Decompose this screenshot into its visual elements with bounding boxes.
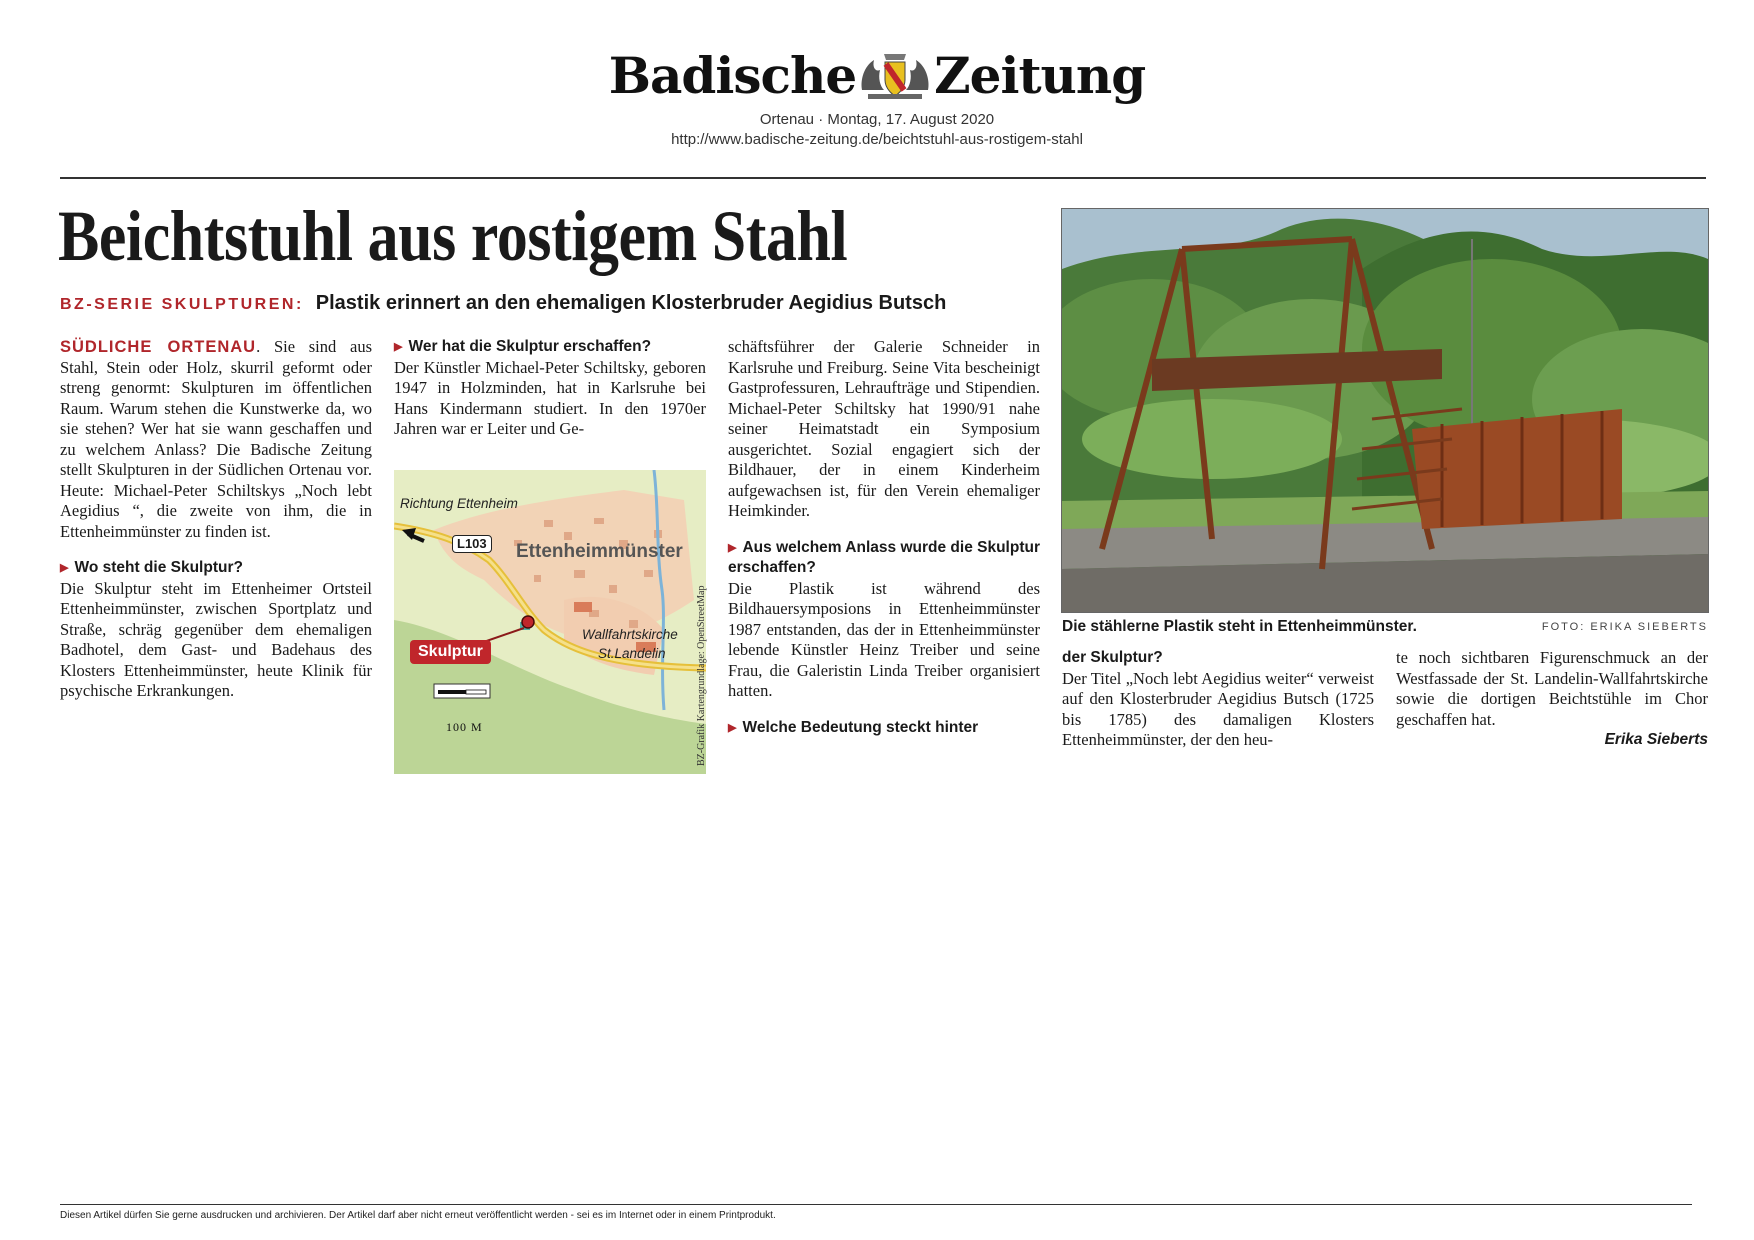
answer-4-part-1: Der Titel „Noch lebt Aegidius weiter“ verweist auf den Klosterbruder Aegidius Butsch (1725 bis 1785) des damaligen Klosters Ettenheimmünster, der den heu- bbox=[1062, 668, 1374, 749]
sculpture-photo bbox=[1061, 208, 1709, 613]
answer-3: Die Plastik ist während des Bildhauersymposions in Ettenheimmünster 1987 entstanden, das der in Ettenheimmünster lebende Künstler Heinz Treiber und seine Frau, die Galeristin Linda Treiber organisiert hatten. bbox=[728, 578, 1040, 700]
triangle-icon: ▶ bbox=[728, 541, 737, 554]
article-column-1 bbox=[60, 337, 372, 702]
article-column-2 bbox=[394, 337, 706, 440]
map-graphic bbox=[394, 470, 706, 774]
photo-credit: FOTO: ERIKA SIEBERTS bbox=[1541, 621, 1708, 633]
map-marker-label: Skulptur bbox=[410, 640, 491, 664]
newspaper-logo bbox=[608, 46, 1146, 105]
header-rule bbox=[60, 177, 1706, 179]
subheading-1-text: Wo steht die Skulptur? bbox=[74, 559, 243, 576]
article-column-3 bbox=[728, 337, 1040, 738]
article-url: http://www.badische-zeitung.de/beichtstuhl-aus-rostigem-stahl bbox=[671, 131, 1083, 148]
answer-2-part-1: Der Künstler Michael-Peter Schiltsky, geboren 1947 in Holzminden, hat in Karlsruhe bei Hans Kindermann studiert. In den 1970er Jahren war er Leiter und Ge- bbox=[394, 357, 706, 438]
subheading-4 bbox=[728, 718, 1040, 739]
footer-notice: Diesen Artikel dürfen Sie gerne ausdrucken und archivieren. Der Artikel darf aber nicht erneut veröffentlicht werden - sei es im Internet oder in einem Printprodukt. bbox=[60, 1210, 776, 1221]
subheading-3 bbox=[728, 538, 1040, 579]
intro-text: . Sie sind aus Stahl, Stein oder Holz, skurril geformt oder streng genormt: Skulpturen im öffentlichen Raum. Warum stehen die Kunstwerke da, wo sie stehen? Wer hat sie wann geschaffen und zu welchem Anlass? Die Badische Zeitung stellt Skulpturen in der Südlichen Ortenau vor. Heute: Michael-Peter Schiltskys „Noch lebt Aegidius “, die zweite von ihm, die in Ettenheimmünster zu finden ist. bbox=[60, 337, 372, 541]
edition-line: Ortenau · Montag, 17. August 2020 bbox=[759, 111, 995, 128]
footer-rule bbox=[60, 1204, 1692, 1205]
dateline: SÜDLICHE ORTENAU bbox=[60, 338, 257, 356]
answer-1: Die Skulptur steht im Ettenheimer Ortsteil Ettenheimmünster, zwischen Sportplatz und Straße, schräg gegenüber dem ehemaligen Badhotel, dem Gast- und Badehaus des Klosters Ettenheimmünster, heute Klinik für psychische Erkrankungen. bbox=[60, 578, 372, 700]
subheading-3-text: Aus welchem Anlass wurde die Skulptur erschaffen? bbox=[728, 538, 1040, 576]
location-map bbox=[394, 470, 706, 774]
triangle-icon: ▶ bbox=[394, 341, 403, 353]
article-kicker bbox=[60, 292, 946, 315]
masthead bbox=[0, 46, 1754, 150]
article-column-4 bbox=[1062, 648, 1374, 751]
map-label-church-1: Wallfahrtskirche bbox=[582, 627, 678, 642]
article-headline: Beichtstuhl aus rostigem Stahl bbox=[58, 196, 848, 276]
map-road-sign: L103 bbox=[452, 535, 492, 553]
sculpture-photo-image bbox=[1062, 209, 1708, 612]
caption-text: Die stählerne Plastik steht in Ettenheimmünster. bbox=[1062, 618, 1417, 635]
series-label: BZ-SERIE SKULPTUREN: bbox=[60, 296, 304, 313]
subheading-2 bbox=[394, 337, 706, 358]
answer-4-part-2: te noch sichtbaren Figurenschmuck an der Westfassade der St. Landelin-Wallfahrtskirche sowie die dortigen Beichtstühle im Chor geschaffen hat. bbox=[1396, 648, 1708, 729]
logo-word-left: Badische bbox=[608, 46, 857, 105]
triangle-icon: ▶ bbox=[728, 721, 737, 734]
map-label-direction: Richtung Ettenheim bbox=[400, 496, 518, 511]
map-label-town: Ettenheimmünster bbox=[516, 541, 683, 562]
triangle-icon: ▶ bbox=[60, 562, 69, 574]
photo-caption bbox=[1062, 618, 1708, 636]
article-column-5 bbox=[1396, 648, 1708, 751]
intro-paragraph bbox=[60, 337, 372, 542]
subheading-1 bbox=[60, 558, 372, 579]
map-label-church-2: St.Landelin bbox=[598, 646, 666, 661]
kicker-subtitle: Plastik erinnert an den ehemaligen Klosterbruder Aegidius Butsch bbox=[315, 292, 947, 314]
map-scale-label: 100 M bbox=[446, 720, 483, 734]
answer-2-part-2: schäftsführer der Galerie Schneider in Karlsruhe und Freiburg. Seine Vita bescheinigt Gastprofessuren, Lehraufträge und Stipendien. Michael-Peter Schiltsky hat 1990/91 nahe seiner Heimatstadt ein Symposium ausgerichtet. Sozial engagiert sich der Bildhauer, der in einem Kinderheim aufgewachsen ist, für den Verein ehemaliger Heimkinder. bbox=[728, 337, 1040, 520]
subheading-2-text: Wer hat die Skulptur erschaffen? bbox=[408, 338, 652, 355]
map-credit: BZ-Grafik Kartengrundlage: OpenStreetMap bbox=[696, 585, 707, 766]
logo-word-right: Zeitung bbox=[934, 46, 1146, 105]
coat-of-arms-icon bbox=[858, 50, 932, 102]
subheading-4-continued: der Skulptur? bbox=[1062, 649, 1163, 666]
author-byline: Erika Sieberts bbox=[1604, 731, 1708, 748]
subheading-4-text: Welche Bedeutung steckt hinter bbox=[742, 718, 979, 736]
